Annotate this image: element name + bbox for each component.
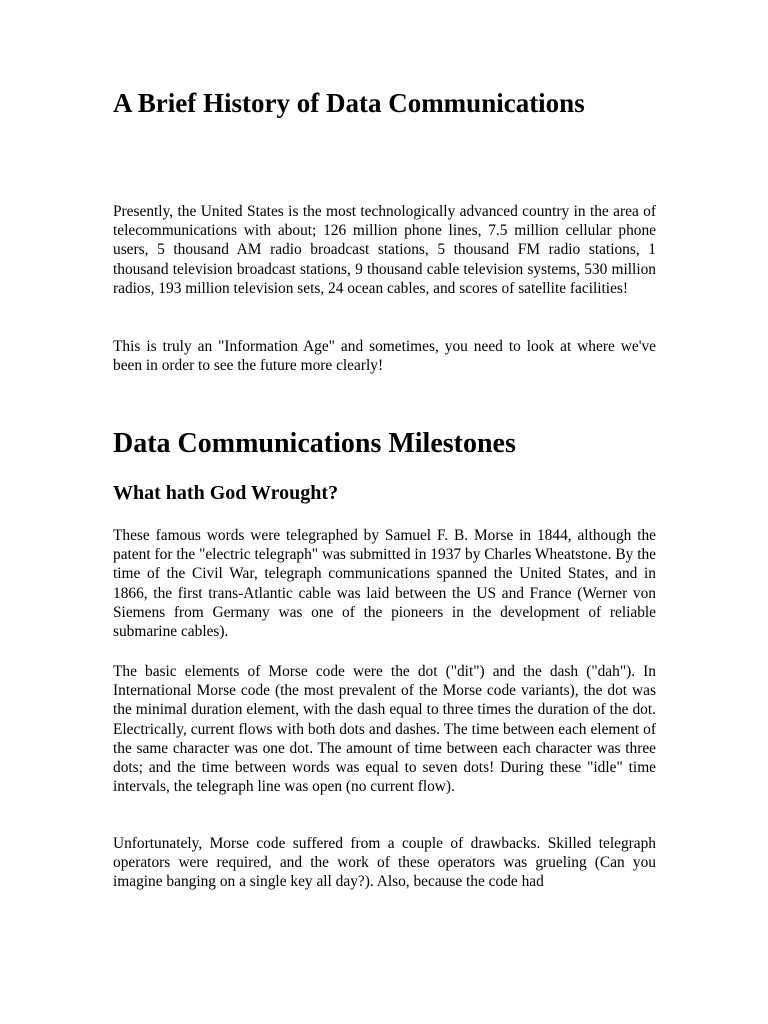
document-title: A Brief History of Data Communications: [113, 88, 585, 118]
section-heading: Data Communications Milestones: [113, 428, 516, 459]
subsection-heading: What hath God Wrought?: [113, 482, 339, 504]
section-paragraph-2: The basic elements of Morse code were the dot ("dit") and the dash ("dah"). In International Morse code (the most prevalent of the Morse code variants), the dot was the minimal duration element, with the dash equal to three times the duration of the dot. Electrically, current flows with both dots and dashes. The time between each element of the same character was one dot. The amount of time between each character was three dots; and the time between words was equal to seven dots! During these "idle" time intervals, the telegraph line was open (no current flow).: [113, 663, 656, 796]
section-paragraph-1: These famous words were telegraphed by Samuel F. B. Morse in 1844, although the patent for the "electric telegraph" was submitted in 1937 by Charles Wheatstone. By the time of the Civil War, telegraph communications spanned the United States, and in 1866, the first trans-Atlantic cable was laid between the US and France (Werner von Siemens from Germany was one of the pioneers in the development of reliable submarine cables).: [113, 527, 656, 641]
intro-paragraph-1: Presently, the United States is the most technologically advanced country in the area of telecommunications with about; 126 million phone lines, 7.5 million cellular phone users, 5 thousand AM radio broadcast stations, 5 thousand FM radio stations, 1 thousand television broadcast stations, 9 thousand cable television systems, 530 million radios, 193 million television sets, 24 ocean cables, and scores of satellite facilities!: [113, 203, 656, 297]
section-paragraph-3: Unfortunately, Morse code suffered from a couple of drawbacks. Skilled telegraph operators were required, and the work of these operators was grueling (Can you imagine banging on a single key all day?). Also, because the code had: [113, 835, 656, 891]
intro-paragraph-2: This is truly an "Information Age" and sometimes, you need to look at where we've been in order to see the future more clearly!: [113, 338, 656, 375]
